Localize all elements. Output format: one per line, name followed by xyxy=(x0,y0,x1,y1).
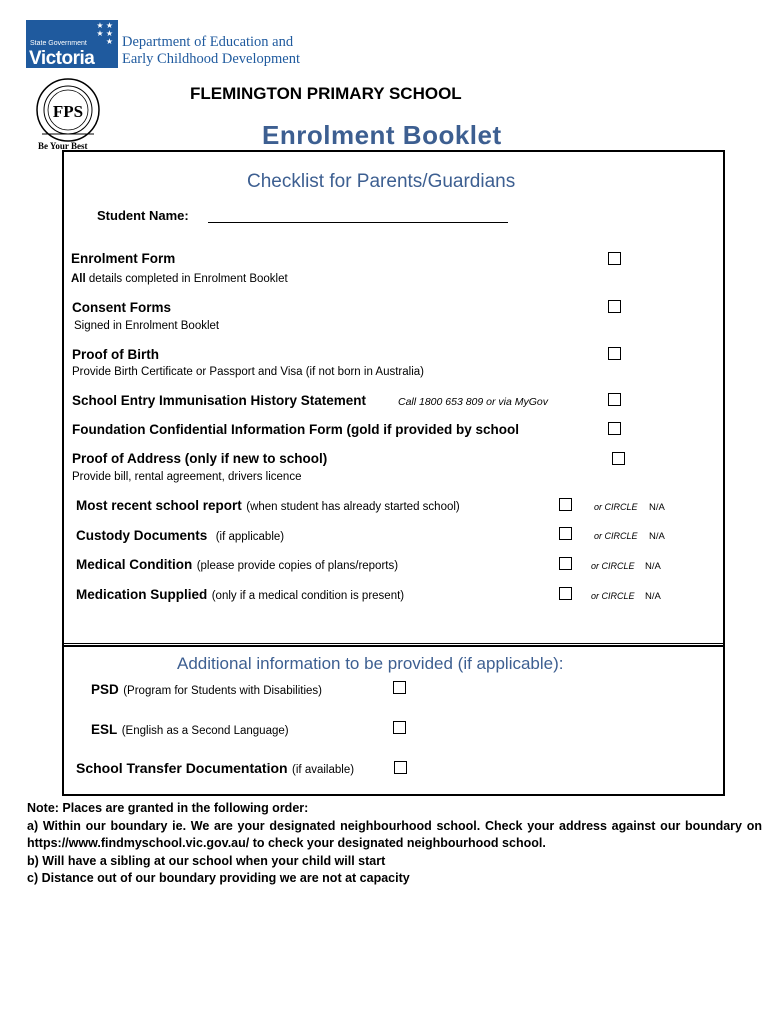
proof-of-address-checkbox[interactable] xyxy=(612,452,625,465)
school-transfer-row xyxy=(76,760,354,778)
proof-of-address-label: Proof of Address (only if new to school) xyxy=(72,451,328,466)
proof-of-birth-label: Proof of Birth xyxy=(72,347,159,362)
consent-forms-sub: Signed in Enrolment Booklet xyxy=(74,320,220,332)
proof-of-address-sub: Provide bill, rental agreement, drivers licence xyxy=(72,471,302,483)
custody-label: Custody Documents xyxy=(76,528,208,543)
medical-condition-label: Medical Condition xyxy=(76,557,193,572)
custody-note: (if applicable) xyxy=(215,531,285,543)
school-report-row xyxy=(76,497,460,515)
consent-forms-checkbox[interactable] xyxy=(608,300,621,313)
medication-label: Medication Supplied xyxy=(76,587,208,602)
medication-checkbox[interactable] xyxy=(559,587,572,600)
esl-checkbox[interactable] xyxy=(393,721,406,734)
school-transfer-checkbox[interactable] xyxy=(394,761,407,774)
checklist-title: Checklist for Parents/Guardians xyxy=(247,171,516,192)
medication-na[interactable]: N/A xyxy=(645,591,661,602)
school-report-note: (when student has already started school) xyxy=(246,501,460,513)
custody-row xyxy=(76,527,284,545)
school-name: FLEMINGTON PRIMARY SCHOOL xyxy=(190,84,462,103)
school-transfer-note: (if available) xyxy=(292,764,355,776)
psd-row xyxy=(91,681,322,699)
enrolment-form-sub-bold: All xyxy=(71,273,86,285)
student-name-field[interactable] xyxy=(208,222,508,223)
enrolment-form-sub-text: details completed in Enrolment Booklet xyxy=(88,273,288,285)
page-title: Enrolment Booklet xyxy=(262,120,502,150)
esl-row xyxy=(91,721,289,739)
psd-checkbox[interactable] xyxy=(393,681,406,694)
school-report-na[interactable]: N/A xyxy=(649,502,665,513)
esl-note: (English as a Second Language) xyxy=(121,725,289,737)
department-line-2: Early Childhood Development xyxy=(122,51,300,67)
medical-condition-checkbox[interactable] xyxy=(559,557,572,570)
immunisation-checkbox[interactable] xyxy=(608,393,621,406)
notes-item-c: c) Distance out of our boundary providing we are not at capacity xyxy=(27,871,410,885)
notes-item-a: a) Within our boundary ie. We are your designated neighbourhood school. Check your address against our boundary on https://www.findmyschool.vic.gov.au/ to check your designated neighbourhood school. xyxy=(27,818,762,850)
logo-victoria: Victoria xyxy=(29,48,95,69)
consent-forms-label: Consent Forms xyxy=(72,300,172,315)
proof-of-birth-sub: Provide Birth Certificate or Passport and Visa (if not born in Australia) xyxy=(72,366,424,378)
notes-section xyxy=(27,800,762,888)
medication-or-circle: or CIRCLE xyxy=(591,591,635,601)
custody-checkbox[interactable] xyxy=(559,527,572,540)
medical-condition-na[interactable]: N/A xyxy=(645,561,661,572)
psd-note: (Program for Students with Disabilities) xyxy=(123,685,322,697)
additional-info-title: Additional information to be provided (if applicable): xyxy=(177,654,564,673)
esl-label: ESL xyxy=(91,722,118,737)
southern-cross-icon: ★ ★ ★ ★ ★ xyxy=(96,21,113,46)
custody-na[interactable]: N/A xyxy=(649,531,665,542)
medication-row xyxy=(76,586,404,604)
immunisation-label: School Entry Immunisation History Statement xyxy=(72,393,367,408)
enrolment-form-label: Enrolment Form xyxy=(71,251,176,266)
notes-heading: Note: Places are granted in the following order: xyxy=(27,801,309,815)
medical-condition-note: (please provide copies of plans/reports) xyxy=(196,560,399,572)
student-name-label: Student Name: xyxy=(97,208,189,223)
foundation-form-checkbox[interactable] xyxy=(608,422,621,435)
department-line-1: Department of Education and xyxy=(122,34,294,50)
immunisation-note: Call 1800 653 809 or via MyGov xyxy=(398,396,548,408)
medical-condition-row xyxy=(76,556,398,574)
department-name xyxy=(122,34,300,68)
school-transfer-label: School Transfer Documentation xyxy=(76,760,288,776)
school-motto: Be Your Best xyxy=(38,141,88,151)
proof-of-birth-checkbox[interactable] xyxy=(608,347,621,360)
notes-item-b: b) Will have a sibling at our school when your child will start xyxy=(27,853,386,868)
enrolment-form-sub xyxy=(71,273,288,285)
seal-text: FPS xyxy=(52,102,84,121)
school-seal-icon xyxy=(32,76,104,148)
school-report-checkbox[interactable] xyxy=(559,498,572,511)
victoria-government-logo xyxy=(26,20,118,68)
school-report-or-circle: or CIRCLE xyxy=(594,502,638,512)
medication-note: (only if a medical condition is present) xyxy=(211,590,405,602)
foundation-form-label: Foundation Confidential Information Form (gold if provided by school xyxy=(72,422,519,437)
medical-condition-or-circle: or CIRCLE xyxy=(591,561,635,571)
psd-label: PSD xyxy=(91,682,119,697)
custody-or-circle: or CIRCLE xyxy=(594,531,638,541)
enrolment-form-checkbox[interactable] xyxy=(608,252,621,265)
school-report-label: Most recent school report xyxy=(76,498,242,513)
logo-state-government: State Government xyxy=(30,40,87,47)
